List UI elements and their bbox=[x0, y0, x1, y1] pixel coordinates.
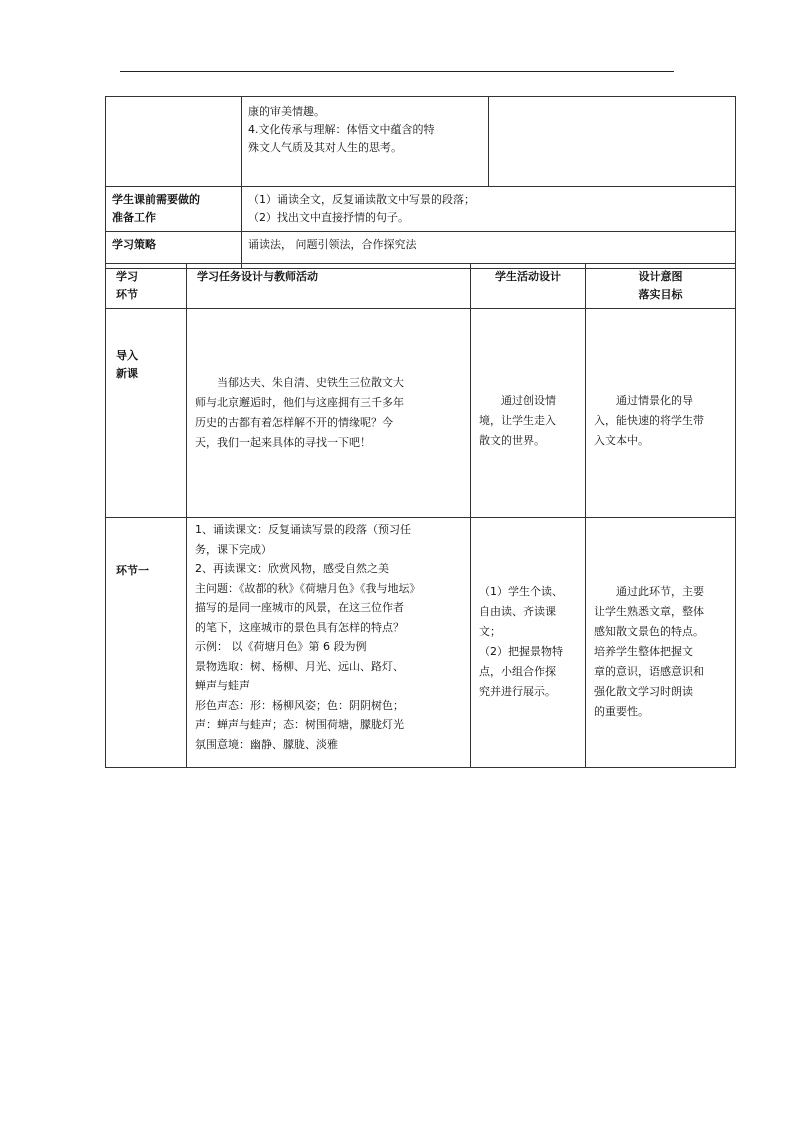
goals-line: 4.文化传承与理解：体悟文中蕴含的特 bbox=[248, 123, 435, 136]
section1-teacher-line: 务，课下完成） bbox=[195, 542, 272, 556]
intro-teacher-line: 天，我们一起来具体的寻找一下吧！ bbox=[195, 436, 371, 449]
section1-row bbox=[106, 518, 736, 768]
section1-intent-line: 让学生熟悉文章，整体 bbox=[594, 605, 704, 618]
section1-teacher-line: 示例： 以《荷塘月色》第 6 段为例 bbox=[195, 640, 367, 653]
intro-intent-line: 入文本中。 bbox=[594, 434, 649, 447]
section1-teacher bbox=[187, 518, 471, 768]
section1-intent-line: 感知散文景色的特点。 bbox=[594, 625, 704, 638]
section1-teacher-line: 氛围意境：幽静、朦胧、淡雅 bbox=[195, 737, 338, 751]
section1-intent-line: 通过此环节，主要 bbox=[616, 585, 704, 598]
intro-teacher-line: 当郁达夫、朱自清、史铁生三位散文大 bbox=[217, 376, 404, 389]
intro-teacher-line: 历史的古都有着怎样解不开的情缘呢？今 bbox=[195, 416, 393, 429]
section1-student-line: 文； bbox=[479, 625, 501, 638]
intro-teacher bbox=[187, 309, 471, 518]
goals-content-cell bbox=[242, 97, 489, 187]
section1-intent-line: 强化散文学习时朗读 bbox=[594, 685, 693, 698]
intro-teacher-line: 师与北京邂逅时，他们与这座拥有三千多年 bbox=[195, 396, 404, 409]
header-student: 学生活动设计 bbox=[471, 264, 586, 309]
header-teacher: 学习任务设计与教师活动 bbox=[187, 264, 471, 309]
header-stage bbox=[106, 264, 187, 309]
intro-stage-line: 新课 bbox=[116, 367, 138, 380]
header-intent-line: 设计意图 bbox=[638, 270, 683, 283]
section1-intent bbox=[586, 518, 736, 768]
intro-student bbox=[471, 309, 586, 518]
section1-teacher-line: 2、再读课文：欣赏风物，感受自然之美 bbox=[195, 562, 389, 575]
prep-label bbox=[106, 187, 242, 232]
header-stage-line: 环节 bbox=[116, 288, 138, 301]
prep-content bbox=[242, 187, 736, 232]
prep-item: （2）找出文中直接抒情的句子。 bbox=[248, 211, 409, 224]
section1-student-line: （1）学生个读、 bbox=[479, 585, 563, 598]
section1-teacher-line: 1、诵读课文：反复诵读写景的段落（预习任 bbox=[195, 523, 411, 536]
header-rule bbox=[120, 71, 674, 72]
intro-intent-line: 通过情景化的导 bbox=[616, 394, 693, 407]
activity-header-row bbox=[106, 264, 736, 309]
section1-intent-line: 培养学生整体把握文 bbox=[594, 645, 693, 658]
header-intent-line: 落实目标 bbox=[638, 288, 683, 301]
goals-label-cell bbox=[106, 97, 242, 187]
info-table bbox=[105, 96, 736, 269]
intro-student-line: 境，让学生走入 bbox=[479, 414, 556, 427]
section1-student-line: （2）把握景物特 bbox=[479, 645, 563, 658]
intro-student-line: 通过创设情 bbox=[501, 394, 556, 407]
goals-row bbox=[106, 97, 736, 187]
section1-teacher-line: 声：蝉声与蛙声；态：树围荷塘，朦胧灯光 bbox=[195, 718, 404, 731]
prep-label-line: 准备工作 bbox=[112, 211, 156, 224]
strategy-value: 诵读法， 问题引领法，合作探究法 bbox=[242, 232, 736, 269]
intro-intent-line: 入，能快速的将学生带 bbox=[594, 414, 704, 427]
header-stage-line: 学习 bbox=[116, 270, 138, 283]
goals-line: 殊文人气质及其对人生的思考。 bbox=[248, 141, 402, 154]
goals-line: 康的审美情趣。 bbox=[248, 105, 325, 118]
section1-intent-line: 章的意识，语感意识和 bbox=[594, 665, 704, 678]
section1-intent-line: 的重要性。 bbox=[594, 705, 649, 718]
section1-teacher-line: 主问题：《故都的秋》《荷塘月色》《我与地坛》 bbox=[195, 581, 421, 595]
section1-teacher-line: 形色声态：形：杨柳风姿；色：阴阴树色； bbox=[195, 698, 404, 712]
section1-student-line: 自由读、齐读课 bbox=[479, 605, 556, 618]
intro-row bbox=[106, 309, 736, 518]
header-intent bbox=[586, 264, 736, 309]
section1-student-line: 究并进行展示。 bbox=[479, 685, 556, 698]
section1-stage: 环节一 bbox=[106, 518, 187, 768]
section1-teacher-line: 描写的是同一座城市的风景，在这三位作者 bbox=[195, 601, 404, 614]
goals-empty-cell bbox=[489, 97, 736, 187]
section1-student bbox=[471, 518, 586, 768]
intro-stage-line: 导入 bbox=[116, 349, 138, 362]
intro-intent bbox=[586, 309, 736, 518]
section1-teacher-line: 蝉声与蛙声 bbox=[195, 679, 250, 692]
section1-teacher-line: 景物选取：树、杨柳、月光、远山、路灯、 bbox=[195, 659, 404, 673]
prep-row bbox=[106, 187, 736, 232]
prep-label-line: 学生课前需要做的 bbox=[112, 193, 200, 206]
intro-student-line: 散文的世界。 bbox=[479, 434, 545, 447]
strategy-label: 学习策略 bbox=[106, 232, 242, 269]
section1-student-line: 点，小组合作探 bbox=[479, 665, 556, 678]
activity-table bbox=[105, 263, 736, 768]
prep-item: （1）诵读全文，反复诵读散文中写景的段落； bbox=[248, 193, 475, 206]
section1-teacher-line: 的笔下，这座城市的景色具有怎样的特点？ bbox=[195, 620, 404, 634]
intro-stage bbox=[106, 309, 187, 518]
